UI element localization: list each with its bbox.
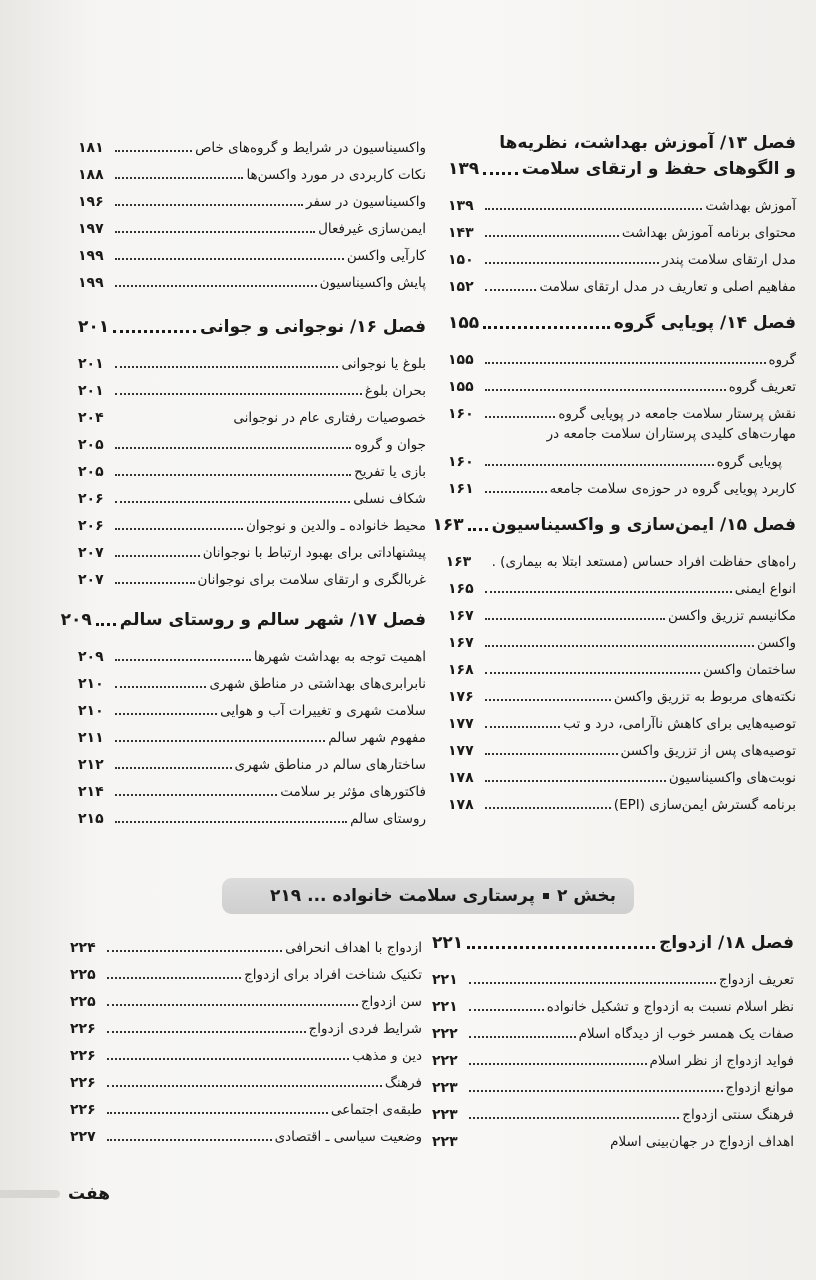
chapter-page-number: ۲۲۱	[432, 933, 464, 953]
entry-title: مدل ارتقای سلامت پندر	[662, 252, 796, 268]
entry-title: راه‌های حفاظت افراد حساس (مستعد ابتلا به بیماری) .	[491, 554, 796, 570]
leader-dots	[485, 726, 560, 728]
entry-page: ۱۶۱	[448, 481, 474, 497]
entry-title: نکته‌های مربوط به تزریق واکسن	[613, 689, 796, 705]
entry-page: ۲۰۷	[78, 545, 104, 561]
leader-dots	[485, 416, 555, 418]
entry-title: نابرابری‌های بهداشتی در مناطق شهری	[209, 676, 426, 692]
toc-entry[interactable]	[78, 481, 426, 508]
chapter-heading-17	[60, 607, 426, 633]
toc-entry[interactable]	[70, 984, 422, 1011]
entry-title: توصیه‌های پس از تزریق واکسن	[620, 743, 796, 759]
chapter-heading-13	[448, 130, 796, 182]
entry-page: ۲۰۱	[78, 383, 104, 399]
leader-dots	[115, 501, 350, 503]
entry-title: واکسیناسیون در شرایط و گروه‌های خاص	[195, 140, 426, 156]
leader-dots	[485, 591, 732, 593]
leader-dots	[483, 326, 610, 329]
leader-dots	[113, 330, 196, 333]
entry-title: بحران بلوغ	[364, 383, 426, 399]
toc-entry[interactable]	[432, 1016, 794, 1043]
entry-page: ۲۲۳	[432, 1134, 458, 1150]
toc-entry[interactable]	[448, 598, 796, 625]
leader-dots	[485, 389, 726, 391]
entry-title: گروه	[768, 352, 796, 368]
toc-entry[interactable]	[448, 342, 796, 369]
leader-dots	[107, 950, 282, 952]
toc-column-left-top	[60, 130, 426, 828]
toc-entry[interactable]	[78, 562, 426, 589]
entry-page: ۱۵۲	[448, 279, 474, 295]
leader-dots	[107, 1085, 382, 1087]
leader-dots	[469, 1090, 723, 1092]
leader-dots	[485, 753, 618, 755]
toc-entry[interactable]	[432, 962, 794, 989]
leader-dots	[485, 672, 700, 674]
section-title: پرستاری سلامت خانواده ...	[307, 886, 536, 906]
leader-dots	[485, 262, 659, 264]
leader-dots	[115, 150, 192, 152]
chapter-heading-15	[432, 512, 796, 538]
leader-dots	[469, 1009, 544, 1011]
leader-dots	[115, 713, 217, 715]
toc-entry[interactable]	[78, 184, 426, 211]
leader-dots	[115, 231, 315, 233]
entry-title: کاربرد پویایی گروه در حوزه‌ی سلامت جامعه	[549, 481, 796, 497]
leader-dots	[107, 1031, 306, 1033]
entry-title: بازی یا تفریح	[354, 464, 426, 480]
toc-entry[interactable]	[448, 369, 796, 396]
entry-page: ۲۲۲	[432, 1026, 458, 1042]
entry-page: ۲۲۶	[70, 1048, 96, 1064]
chapter-title: فصل ۱۵/ ایمن‌سازی و واکسیناسیون	[491, 515, 796, 535]
entry-page: ۲۱۴	[78, 784, 104, 800]
entry-title: پیشنهاداتی برای بهبود ارتباط با نوجوانان	[202, 545, 426, 561]
entry-title: فواید ازدواج از نظر اسلام	[649, 1053, 794, 1069]
leader-dots	[485, 235, 619, 237]
toc-entry[interactable]	[78, 747, 426, 774]
entry-title: صفات یک همسر خوب از دیدگاه اسلام	[578, 1026, 794, 1042]
entry-page: ۲۲۱	[432, 999, 458, 1015]
toc-entry[interactable]	[78, 427, 426, 454]
leader-dots	[115, 204, 303, 206]
toc-entry[interactable]	[448, 679, 796, 706]
leader-dots	[115, 659, 251, 661]
entry-title: فرهنگ سنتی ازدواج	[682, 1107, 794, 1123]
leader-dots	[107, 1112, 328, 1114]
leader-dots	[485, 464, 714, 466]
entry-title: فرهنگ	[384, 1075, 422, 1091]
entry-title: دین و مذهب	[352, 1048, 422, 1064]
section-page-number: ۲۱۹	[269, 886, 302, 906]
chapter-page-number: ۲۰۹	[60, 610, 92, 630]
entry-page: ۲۲۴	[70, 940, 96, 956]
entry-title: نظر اسلام نسبت به ازدواج و تشکیل خانواده	[546, 999, 794, 1015]
entry-page: ۱۶۰	[448, 454, 474, 470]
entry-title-line2: پویایی گروه	[716, 454, 782, 470]
toc-entry[interactable]	[448, 242, 796, 269]
leader-dots	[107, 1058, 349, 1060]
entry-title: وضعیت سیاسی ـ اقتصادی	[274, 1129, 422, 1145]
entry-page: ۲۲۳	[432, 1080, 458, 1096]
toc-entry[interactable]	[78, 211, 426, 238]
toc-entry[interactable]	[78, 639, 426, 666]
section-label: بخش ۲	[557, 886, 616, 906]
entry-title: مفاهیم اصلی و تعاریف در مدل ارتقای سلامت	[539, 279, 796, 295]
toc-entry[interactable]	[445, 544, 796, 571]
toc-entry[interactable]	[78, 157, 426, 184]
entry-page: ۱۷۷	[448, 743, 474, 759]
entry-page: ۱۷۸	[448, 797, 474, 813]
entry-page: ۱۹۷	[78, 221, 104, 237]
entry-title: روستای سالم	[350, 811, 426, 827]
toc-entry[interactable]	[448, 471, 796, 498]
leader-dots	[115, 177, 243, 179]
chapter-heading-18	[432, 930, 794, 956]
chapter-page-number: ۱۵۵	[448, 313, 480, 333]
leader-dots	[469, 1063, 647, 1065]
leader-dots	[107, 977, 241, 979]
leader-dots	[485, 699, 611, 701]
chapter-title: فصل ۱۷/ شهر سالم و روستای سالم	[119, 610, 426, 630]
entry-title: ساختارهای سالم در مناطق شهری	[234, 757, 426, 773]
toc-entry[interactable]	[78, 373, 426, 400]
chapter-heading-16	[78, 314, 426, 340]
entry-title: سن ازدواج	[360, 994, 422, 1010]
entry-title: خصوصیات رفتاری عام در نوجوانی	[233, 410, 426, 426]
toc-entry[interactable]	[78, 238, 426, 265]
entry-page: ۲۱۱	[78, 730, 104, 746]
toc-entry[interactable]	[432, 1124, 794, 1151]
entry-title: محیط خانواده ـ والدین و نوجوان	[245, 518, 426, 534]
bullet-square-icon	[543, 893, 549, 899]
toc-entry[interactable]	[432, 989, 794, 1016]
toc-entry[interactable]	[448, 787, 796, 814]
toc-entry[interactable]	[432, 1097, 794, 1124]
toc-entry[interactable]	[78, 130, 426, 157]
entry-page: ۲۲۷	[70, 1129, 96, 1145]
leader-dots	[107, 1004, 358, 1006]
entry-title: مکانیسم تزریق واکسن	[668, 608, 796, 624]
entry-page: ۲۲۱	[432, 972, 458, 988]
entry-page: ۲۱۰	[78, 676, 104, 692]
entry-page: ۲۲۳	[432, 1107, 458, 1123]
toc-entry[interactable]	[70, 1119, 422, 1146]
entry-title: پایش واکسیناسیون	[319, 275, 426, 291]
entry-title-line1: مهارت‌های کلیدی پرستاران سلامت جامعه در	[546, 426, 796, 442]
toc-entry[interactable]	[448, 396, 796, 423]
entry-page: ۱۶۰	[448, 406, 474, 422]
entry-page: ۲۰۶	[78, 518, 104, 534]
toc-entry[interactable]	[78, 346, 426, 373]
entry-title: نوبت‌های واکسیناسیون	[668, 770, 796, 786]
entry-page: ۱۵۰	[448, 252, 474, 268]
leader-dots	[469, 1117, 679, 1119]
entry-page: ۲۱۲	[78, 757, 104, 773]
toc-entry[interactable]	[78, 400, 426, 427]
toc-column-right-bottom	[432, 930, 794, 1151]
entry-page: ۲۰۹	[78, 649, 104, 665]
toc-entry[interactable]	[70, 1065, 422, 1092]
leader-dots	[115, 794, 277, 796]
leader-dots	[115, 740, 325, 742]
chapter-title-line1: فصل ۱۳/ آموزش بهداشت، نظریه‌ها	[499, 133, 796, 153]
entry-title: فاکتورهای مؤثر بر سلامت	[280, 784, 426, 800]
leader-dots	[115, 393, 362, 395]
chapter-page-number: ۲۰۱	[78, 317, 110, 337]
entry-title: انواع ایمنی	[734, 581, 796, 597]
leader-dots	[96, 623, 116, 626]
entry-title: اهداف ازدواج در جهان‌بینی اسلام	[610, 1134, 794, 1150]
leader-dots	[485, 618, 665, 620]
leader-dots	[115, 767, 232, 769]
entry-page: ۱۹۶	[78, 194, 104, 210]
leader-dots	[115, 528, 243, 530]
entry-page: ۲۰۶	[78, 491, 104, 507]
entry-page: ۲۰۷	[78, 572, 104, 588]
entry-page: ۱۶۸	[448, 662, 474, 678]
leader-dots	[115, 821, 347, 823]
chapter-title-line2: و الگوهای حفظ و ارتقای سلامت	[521, 159, 796, 179]
entry-page: ۱۶۳	[445, 554, 472, 570]
entry-page: ۱۳۹	[448, 198, 474, 214]
toc-entry[interactable]	[70, 930, 422, 957]
entry-title: ایمن‌سازی غیرفعال	[318, 221, 426, 237]
entry-page: ۱۶۵	[448, 581, 474, 597]
entry-title: شرایط فردی ازدواج	[308, 1021, 422, 1037]
page-footer	[0, 1186, 160, 1202]
chapter-page-number: ۱۳۹	[448, 159, 480, 179]
toc-entry[interactable]	[448, 706, 796, 733]
leader-dots	[485, 362, 766, 364]
entry-page: ۱۷۸	[448, 770, 474, 786]
entry-page: ۱۸۱	[78, 140, 104, 156]
entry-page: ۲۲۵	[70, 994, 96, 1010]
entry-page: ۲۲۵	[70, 967, 96, 983]
entry-title: طبقه‌ی اجتماعی	[330, 1102, 422, 1118]
toc-entry[interactable]	[70, 1092, 422, 1119]
toc-entry[interactable]	[448, 571, 796, 598]
toc-entry[interactable]	[70, 1011, 422, 1038]
leader-dots	[467, 946, 655, 949]
entry-title: مفهوم شهر سالم	[328, 730, 426, 746]
toc-entry[interactable]	[432, 1070, 794, 1097]
toc-entry[interactable]	[70, 957, 422, 984]
entry-title: تعریف گروه	[728, 379, 796, 395]
toc-entry[interactable]	[78, 720, 426, 747]
leader-dots	[485, 289, 536, 291]
entry-title: واکسیناسیون در سفر	[306, 194, 426, 210]
entry-page: ۱۸۸	[78, 167, 104, 183]
entry-title: شکاف نسلی	[353, 491, 426, 507]
chapter-title: فصل ۱۴/ پویایی گروه	[613, 313, 796, 333]
section-banner[interactable]	[222, 878, 634, 914]
leader-dots	[485, 807, 611, 809]
entry-title: ازدواج با اهداف انحرافی	[285, 940, 422, 956]
leader-dots	[468, 528, 488, 531]
entry-title: نقش پرستار سلامت جامعه در پویایی گروه	[558, 406, 796, 422]
toc-entry[interactable]	[70, 1038, 422, 1065]
page-number-label: هفت	[68, 1184, 111, 1204]
entry-title: بلوغ یا نوجوانی	[341, 356, 426, 372]
entry-title: آموزش بهداشت	[705, 198, 796, 214]
toc-entry[interactable]	[78, 265, 426, 292]
toc-entry[interactable]	[448, 269, 796, 296]
entry-page: ۱۵۵	[448, 352, 474, 368]
entry-page: ۲۱۰	[78, 703, 104, 719]
entry-page: ۲۱۵	[78, 811, 104, 827]
toc-entry[interactable]	[78, 774, 426, 801]
leader-dots	[485, 208, 702, 210]
entry-title: سلامت شهری و تغییرات آب و هوایی	[220, 703, 426, 719]
entry-title: اهمیت توجه به بهداشت شهرها	[253, 649, 426, 665]
toc-entry[interactable]	[448, 652, 796, 679]
leader-dots	[469, 1036, 576, 1038]
entry-page: ۲۰۵	[78, 437, 104, 453]
toc-entry[interactable]	[448, 760, 796, 787]
toc-entry[interactable]	[448, 733, 796, 760]
toc-entry[interactable]	[432, 1043, 794, 1070]
toc-entry[interactable]	[78, 666, 426, 693]
entry-title: تکنیک شناخت افراد برای ازدواج	[244, 967, 422, 983]
entry-page: ۲۲۲	[432, 1053, 458, 1069]
entry-page: ۲۰۱	[78, 356, 104, 372]
leader-dots	[115, 258, 344, 260]
toc-entry[interactable]	[78, 454, 426, 481]
toc-entry[interactable]	[78, 801, 426, 828]
leader-dots	[115, 285, 317, 287]
chapter-title: فصل ۱۸/ ازدواج	[659, 933, 794, 953]
entry-title: غربالگری و ارتقای سلامت برای نوجوانان	[197, 572, 426, 588]
leader-dots	[115, 686, 206, 688]
entry-page: ۱۶۷	[448, 608, 474, 624]
entry-page: ۲۲۶	[70, 1021, 96, 1037]
leader-dots	[483, 172, 518, 175]
chapter-page-number: ۱۶۳	[432, 515, 464, 535]
toc-entry[interactable]	[448, 215, 796, 242]
entry-page: ۲۰۴	[78, 410, 104, 426]
entry-page: ۱۶۷	[448, 635, 474, 651]
entry-title: توصیه‌هایی برای کاهش ناآرامی، درد و تب	[563, 716, 796, 732]
toc-column-left-bottom	[70, 930, 422, 1146]
entry-page: ۱۹۹	[78, 275, 104, 291]
entry-page: ۲۲۶	[70, 1102, 96, 1118]
leader-dots	[115, 555, 200, 557]
entry-title: برنامه گسترش ایمن‌سازی (EPI)	[613, 797, 796, 813]
toc-column-right-top	[432, 130, 796, 814]
entry-title: ساختمان واکسن	[703, 662, 796, 678]
entry-page: ۱۴۳	[448, 225, 474, 241]
toc-entry[interactable]	[448, 188, 796, 215]
entry-page: ۲۲۶	[70, 1075, 96, 1091]
toc-entry[interactable]	[78, 508, 426, 535]
leader-dots	[115, 582, 195, 584]
chapter-heading-14	[448, 310, 796, 336]
entry-title: جوان و گروه	[354, 437, 426, 453]
chapter-title: فصل ۱۶/ نوجوانی و جوانی	[200, 317, 426, 337]
entry-title: واکسن	[756, 635, 796, 651]
entry-page: ۱۷۶	[448, 689, 474, 705]
leader-dots	[107, 1139, 272, 1141]
entry-title: کارآیی واکسن	[346, 248, 426, 264]
toc-entry[interactable]	[78, 535, 426, 562]
entry-page: ۱۹۹	[78, 248, 104, 264]
entry-page: ۱۷۷	[448, 716, 474, 732]
entry-title: نکات کاربردی در مورد واکسن‌ها	[246, 167, 426, 183]
leader-dots	[115, 447, 351, 449]
toc-entry[interactable]	[78, 693, 426, 720]
entry-title: تعریف ازدواج	[718, 972, 794, 988]
leader-dots	[469, 982, 716, 984]
footer-tab-bar	[0, 1190, 60, 1198]
entry-title: موانع ازدواج	[725, 1080, 794, 1096]
leader-dots	[485, 780, 666, 782]
entry-title: محتوای برنامه آموزش بهداشت	[621, 225, 796, 241]
toc-entry[interactable]	[448, 423, 796, 471]
leader-dots	[485, 645, 754, 647]
leader-dots	[115, 474, 351, 476]
entry-page: ۱۵۵	[448, 379, 474, 395]
entry-page: ۲۰۵	[78, 464, 104, 480]
toc-entry[interactable]	[448, 625, 796, 652]
leader-dots	[485, 491, 547, 493]
leader-dots	[115, 366, 338, 368]
